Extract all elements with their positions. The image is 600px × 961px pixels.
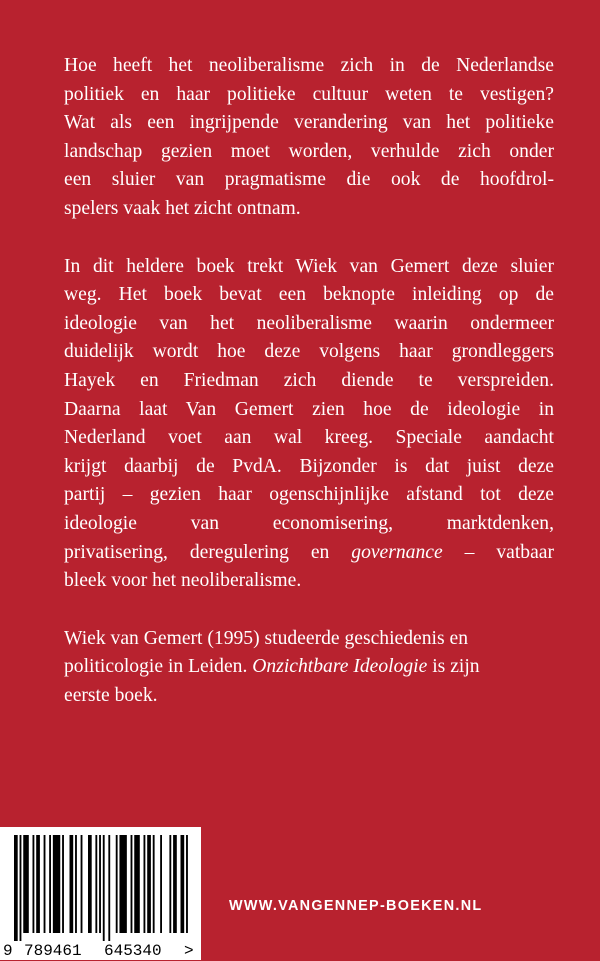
text-line: partij – gezien haar ogenschijnlijke afstand tot deze [64, 484, 554, 506]
barcode-bar [49, 835, 51, 933]
text-line: duidelijk wordt hoe deze volgens haar grondleggers [64, 341, 554, 363]
text-line: Wiek van Gemert (1995) studeerde geschiedenis en [64, 627, 468, 649]
isbn-digits-left: 789461 [24, 942, 82, 960]
isbn-digits-right: 645340 [104, 942, 162, 960]
barcode-bars [14, 835, 190, 941]
barcode-bar [173, 835, 177, 933]
blurb-paragraph-2 [64, 253, 554, 596]
blurb-paragraph-1 [64, 52, 554, 224]
text-fragment: politicologie in Leiden. [64, 656, 253, 678]
barcode-bar [169, 835, 171, 933]
text-line: spelers vaak het zicht ontnam. [64, 197, 301, 219]
barcode-bar [131, 835, 133, 933]
author-bio [64, 625, 554, 711]
barcode-bar [144, 835, 146, 933]
text-fragment: privatisering, deregulering en [64, 541, 352, 563]
text-line: krijgt daarbij de PvdA. Bijzonder is dat juist deze [64, 455, 554, 477]
barcode-bar [119, 835, 126, 933]
text-line: Nederland voet aan wal kreeg. Speciale aandacht [64, 427, 554, 449]
barcode-bar [160, 835, 162, 933]
text-line: eerste boek. [64, 684, 158, 706]
text-line: ideologie van het neoliberalisme waarin ondermeer [64, 312, 554, 334]
barcode-bar [88, 835, 92, 933]
barcode-bar [147, 835, 151, 933]
barcode-bar [81, 835, 83, 933]
text-line: landschap gezien moet worden, verhulde zich onder [64, 140, 554, 162]
text-line: Hayek en Friedman zich diende te verspreiden. [64, 369, 554, 391]
barcode-bar [62, 835, 64, 933]
publisher-website: WWW.VANGENNEP-BOEKEN.NL [229, 898, 483, 914]
text-fragment: – vatbaar [442, 541, 554, 563]
barcode-bar [75, 835, 77, 933]
barcode-bar [95, 835, 97, 933]
text-line: ideologie van economisering, marktdenken, [64, 512, 554, 534]
barcode-bar [33, 835, 35, 933]
text-line: Wat als een ingrijpende verandering van het politieke [64, 112, 554, 134]
barcode-bar [116, 835, 118, 933]
italic-term: governance [351, 541, 443, 563]
isbn-barcode [0, 827, 201, 960]
barcode-bar [186, 835, 188, 933]
barcode-bar [44, 835, 46, 933]
text-line: politiek en haar politieke cultuur weten te vestigen? [64, 83, 554, 105]
isbn-quiet-zone-marker: > [184, 942, 194, 960]
barcode-bar [23, 835, 29, 933]
barcode-bar [53, 835, 60, 933]
text-line [64, 539, 554, 568]
barcode-bar [36, 835, 40, 933]
text-line: weg. Het boek bevat een beknopte inleiding op de [64, 284, 554, 306]
barcode-bar [20, 835, 22, 941]
text-fragment: is zijn [427, 656, 480, 678]
barcode-bar [108, 835, 110, 941]
text-line: In dit heldere boek trekt Wiek van Gemert deze sluier [64, 255, 554, 277]
book-title-italic: Onzichtbare Ideologie [252, 656, 428, 678]
text-line [64, 653, 554, 682]
blurb-text [64, 52, 554, 710]
text-line: Hoe heeft het neoliberalisme zich in de Nederlandse [64, 55, 554, 76]
barcode-bar [134, 835, 140, 933]
barcode-bar [14, 835, 18, 941]
barcode-bar [70, 835, 74, 933]
barcode-bar [181, 835, 185, 933]
text-line: Daarna laat Van Gemert zien hoe de ideologie in [64, 398, 554, 420]
isbn-number [0, 941, 201, 961]
barcode-bar [103, 835, 105, 941]
barcode-bar [153, 835, 155, 933]
isbn-digit-prefix: 9 [3, 942, 13, 960]
barcode-bar [99, 835, 101, 933]
text-line: bleek voor het neoliberalisme. [64, 570, 302, 592]
text-line: een sluier van pragmatisme die ook de hoofdrol- [64, 169, 554, 191]
